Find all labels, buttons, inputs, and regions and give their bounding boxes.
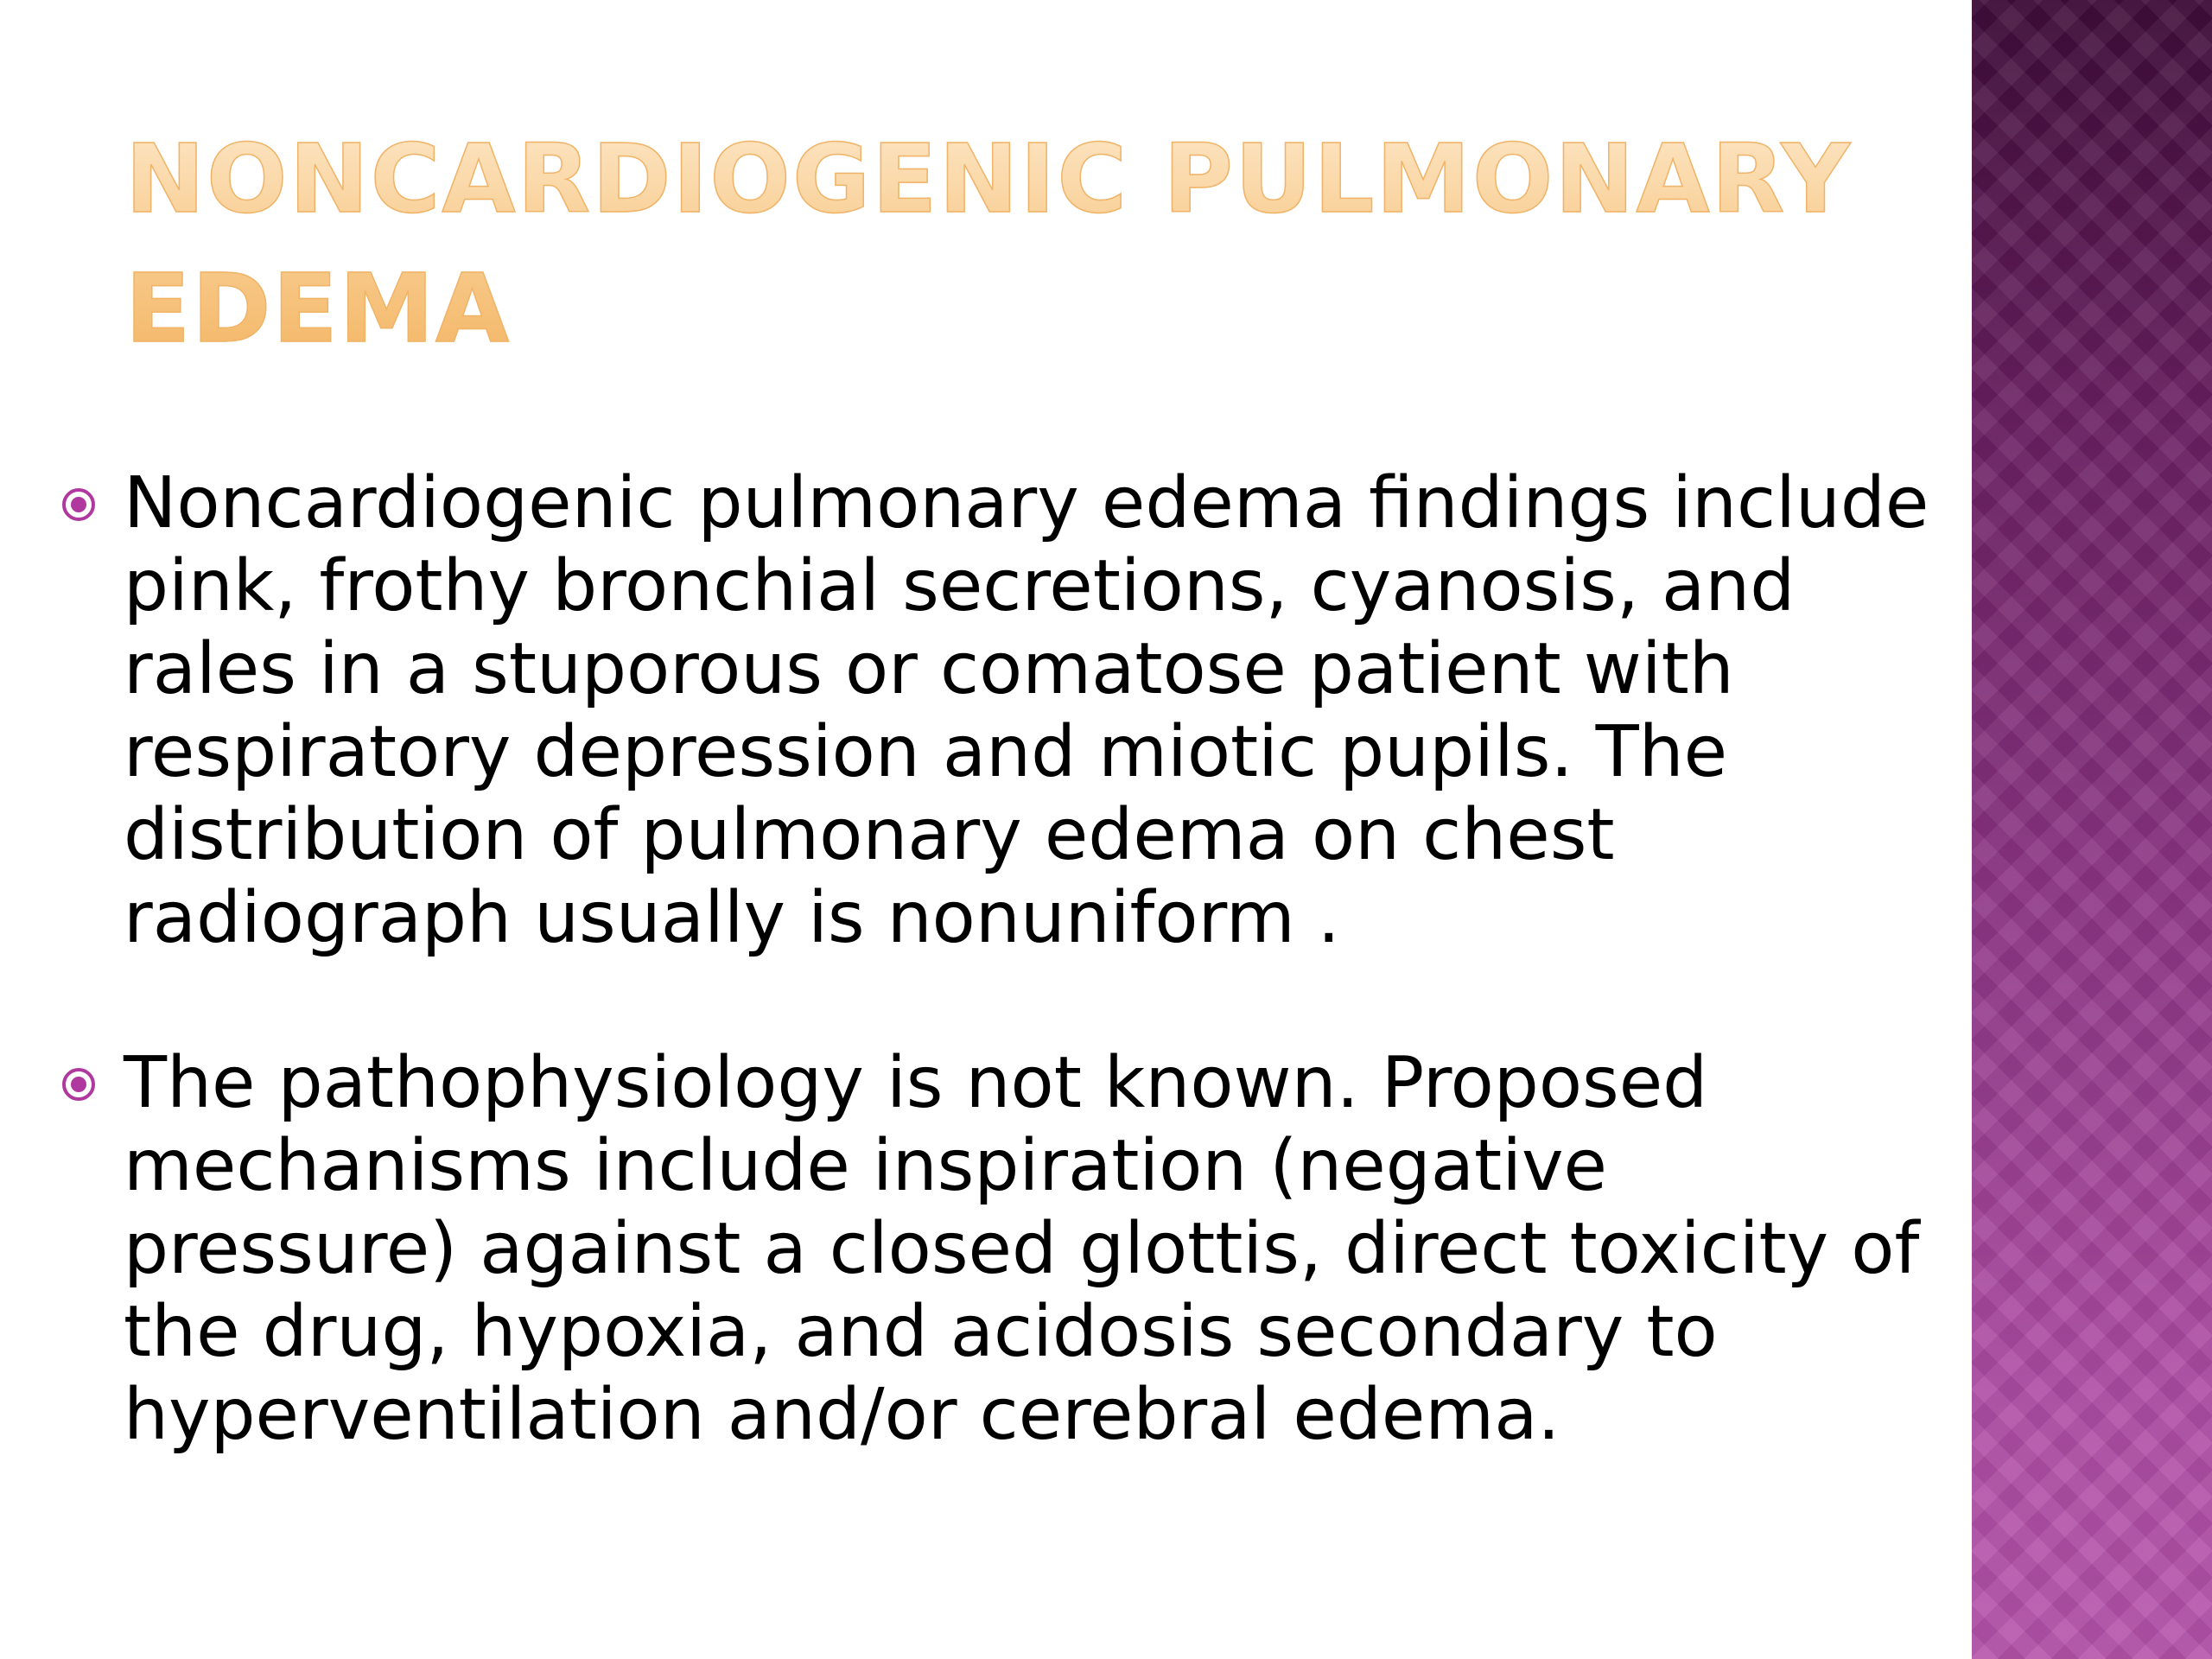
bullet-item [60, 462, 1953, 960]
decorative-side-panel [1972, 0, 2212, 1659]
bullet-list [60, 462, 1953, 1457]
slide-title: NONCARDIOGENIC PULMONARY EDEMA [125, 114, 1853, 373]
bullet-text: The pathophysiology is not known. Proposed mechanisms include inspiration (negative pressure) against a closed glottis, direct toxicity of the drug, hypoxia, and acidosis secondary to hyperventilation and/or cerebral edema. [124, 1042, 1920, 1456]
bullet-item [60, 1042, 1953, 1457]
circle-dot-bullet-icon [60, 486, 97, 523]
circle-dot-bullet-icon [60, 1066, 97, 1103]
bullet-text: Noncardiogenic pulmonary edema findings include pink, frothy bronchial secretions, cyanosis, and rales in a stuporous or comatose patient with respiratory depression and miotic pupils. The distribution of pulmonary edema on chest radiograph usually is nonuniform . [124, 462, 1929, 959]
